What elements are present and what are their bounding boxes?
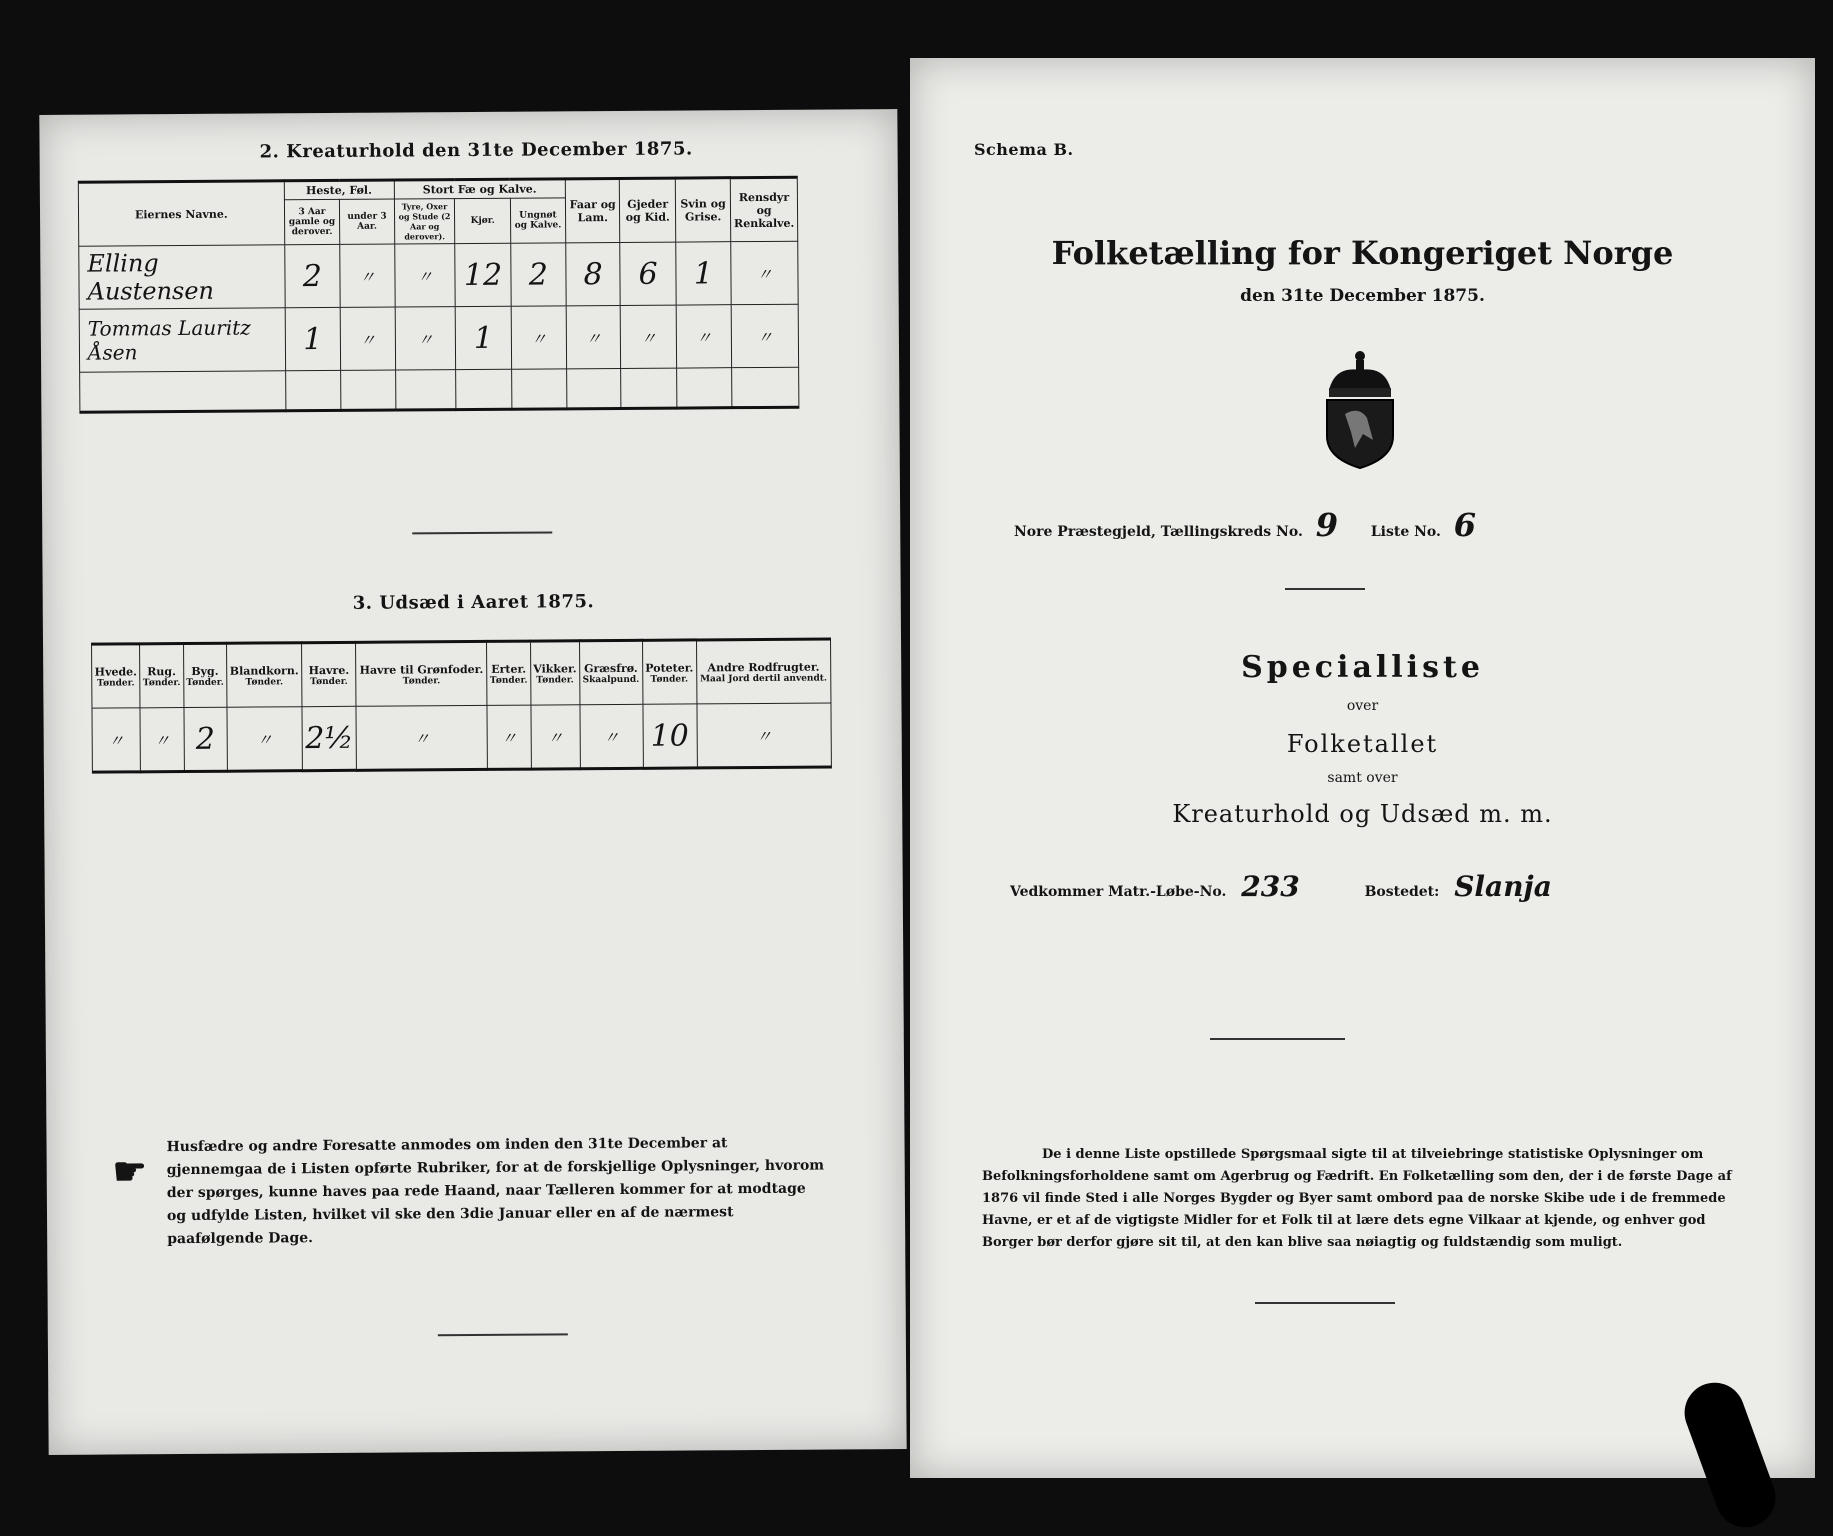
section2-title: 2. Kreaturhold den 31te December 1875. (259, 138, 693, 163)
cell (341, 370, 396, 410)
seed-col-unit: Maal Jord dertil anvendt. (700, 673, 828, 684)
col-bulls: Tyre, Oxer og Stude (2 Aar og derover). (394, 199, 455, 244)
seed-col-header (642, 640, 696, 704)
table-row (80, 367, 799, 412)
seed-value: 〃 (356, 705, 487, 770)
seed-col-header (487, 641, 531, 705)
seed-col-header (92, 644, 141, 708)
col-cattle: Stort Fæ og Kalve. (394, 179, 566, 199)
seed-col-unit: Tønder. (310, 676, 348, 687)
seed-col-name: Havre. (308, 663, 350, 677)
seed-value: 〃 (580, 704, 643, 768)
seed-col-header (530, 641, 580, 705)
coat-of-arms-icon (1315, 348, 1405, 470)
cell (567, 368, 622, 408)
cell: 1 (456, 306, 512, 369)
seed-col-header (579, 640, 642, 704)
seed-col-name: Blandkorn. (229, 663, 299, 678)
seed-col-name: Græsfrø. (584, 661, 638, 675)
divider (438, 1333, 568, 1336)
cell (285, 370, 341, 410)
seed-value: 〃 (697, 703, 832, 768)
cell: 〃 (676, 305, 732, 368)
livestock-table (78, 176, 800, 414)
schema-label: Schema B. (974, 140, 1074, 159)
cell: 〃 (621, 305, 677, 368)
seed-col-unit: Tønder. (186, 677, 224, 688)
matr-row (1010, 870, 1552, 903)
cell: 〃 (340, 244, 395, 307)
seed-value: 〃 (227, 707, 303, 772)
cell (732, 367, 799, 407)
cell (80, 371, 286, 412)
seed-col-name: Andre Rodfrugter. (707, 660, 820, 674)
seed-col-header (226, 643, 302, 708)
seed-value: 2 (184, 707, 228, 771)
seed-col-unit: Tønder. (650, 673, 689, 685)
seed-value: 〃 (92, 708, 141, 772)
cell: 〃 (731, 304, 798, 367)
seed-col-name: Poteter. (645, 660, 694, 675)
cell: 〃 (340, 307, 395, 370)
cell: 2 (284, 244, 340, 307)
table-row (79, 304, 798, 372)
col-sheep: Faar og Lam. (565, 178, 620, 242)
col-cows: Kjør. (455, 198, 511, 243)
seed-col-name: Erter. (491, 662, 527, 676)
cell (677, 368, 732, 408)
cell: 〃 (566, 305, 621, 368)
cell: 〃 (511, 306, 567, 369)
section3-title: 3. Udsæd i Aaret 1875. (352, 591, 595, 614)
list-value: 6 (1453, 506, 1477, 544)
right-page (910, 58, 1815, 1478)
notice-text: Husfædre og andre Foresatte anmodes om inden den 31te December at gjennemgaa de i Listen opførte Rubriker, for at de forskjellige Oplysninger, hvorom der spørges, kunne haves paa rede Haand, naar Tælleren kommer for at modtage og udfylde Listen, hvilket vil ske den 3die Januar eller en af de nærmest paafølgende Dage. (166, 1135, 825, 1248)
col-horses-old: 3 Aar gamle og derover. (284, 199, 340, 244)
cell: 12 (455, 243, 511, 306)
seed-col-unit: Skaalpund. (582, 674, 640, 685)
seed-col-unit: Tønder. (402, 675, 441, 686)
bosted-label: Bostedet: (1364, 884, 1440, 900)
col-horses: Heste, Føl. (284, 180, 394, 200)
divider (412, 531, 552, 534)
cell: 〃 (395, 307, 456, 370)
seed-table (91, 637, 832, 773)
list-label: Liste No. (1370, 524, 1441, 540)
footer-text: De i denne Liste opstillede Spørgsmaal sigte til at tilveiebringe statistiske Oplysninger om Befolkningsforholdene samt om Agerbrug og Fædrift. En Folketælling som den, der i de første Dage af 1876 vil finde Sted i alle Norges Bygder og Byer samt ombord paa de norske Skibe ude i de fremmede Havne, er et af de vigtigste Midler for et Folk til at lære dets egne Vilkaar at kjende, og enhver god Borger bør derfor gjøre sit til, at den kan blive saa nøiagtig og fuldstændig som muligt. (982, 1147, 1732, 1250)
cell: 〃 (731, 241, 798, 304)
parish-label: Nore Præstegjeld, (1014, 524, 1156, 540)
cell: 1 (676, 242, 732, 305)
district-value: 9 (1315, 506, 1338, 544)
bosted-value: Slanja (1454, 870, 1552, 903)
seed-col-unit: Tønder. (489, 675, 528, 686)
pointing-hand-icon: ☛ (112, 1148, 147, 1194)
col-calves: Ungnøt og Kalve. (510, 198, 566, 243)
owner-name: Elling Austensen (79, 245, 285, 309)
seed-col-header (183, 643, 227, 707)
seed-col-header (696, 639, 831, 704)
cell (395, 370, 456, 410)
col-goats: Gjeder og Kid. (620, 178, 676, 242)
seed-value: 〃 (140, 708, 184, 772)
specialliste-heading: Specialliste (1241, 650, 1484, 685)
seed-col-unit: Tønder. (97, 677, 135, 689)
divider (1255, 1302, 1395, 1304)
parish-row (1014, 506, 1476, 544)
cell (621, 368, 677, 408)
table-row (79, 241, 798, 309)
cell: 6 (620, 242, 676, 305)
district-label: Tællingskreds No. (1160, 524, 1303, 540)
seed-col-header (140, 644, 184, 708)
matr-label: Vedkommer Matr.-Løbe-No. (1010, 884, 1227, 900)
col-owner: Eiernes Navne. (78, 181, 284, 246)
cell: 1 (285, 307, 341, 370)
seed-col-unit: Tønder. (245, 676, 284, 688)
seed-col-name: Hvede. (94, 664, 137, 679)
seed-value: 〃 (531, 705, 581, 769)
cell: 〃 (394, 244, 455, 307)
owner-name: Tommas Lauritz Åsen (79, 308, 285, 372)
kreaturhold-heading: Kreaturhold og Udsæd m. m. (1172, 800, 1553, 828)
seed-col-header (302, 642, 357, 706)
col-pigs: Svin og Grise. (675, 178, 731, 242)
seed-col-name: Havre til Grønfoder. (359, 662, 484, 677)
cell: 8 (566, 242, 621, 305)
form-subtitle: den 31te December 1875. (1240, 286, 1485, 306)
cell (456, 369, 512, 409)
left-page (39, 109, 906, 1455)
seed-col-header (356, 641, 487, 706)
seed-col-name: Rug. (147, 664, 176, 678)
cell (511, 369, 566, 409)
seed-col-unit: Tønder. (142, 677, 181, 688)
seed-value: 2½ (302, 706, 357, 770)
divider (1210, 1038, 1345, 1040)
col-horses-young: under 3 Aar. (340, 199, 395, 244)
seed-col-name: Vikker. (533, 661, 577, 676)
over-label: over (1346, 698, 1379, 714)
col-reindeer: Rensdyr og Renkalve. (730, 177, 797, 241)
form-title: Folketælling for Kongeriget Norge (1051, 234, 1674, 272)
seed-col-name: Byg. (191, 664, 219, 678)
seed-value: 〃 (487, 705, 531, 769)
folketallet-heading: Folketallet (1286, 730, 1439, 758)
matr-value: 233 (1241, 870, 1300, 903)
cell: 2 (511, 243, 567, 306)
seed-col-unit: Tønder. (536, 674, 574, 686)
samt-over-label: samt over (1327, 770, 1398, 786)
divider (1285, 588, 1365, 590)
seed-value: 10 (643, 704, 697, 768)
